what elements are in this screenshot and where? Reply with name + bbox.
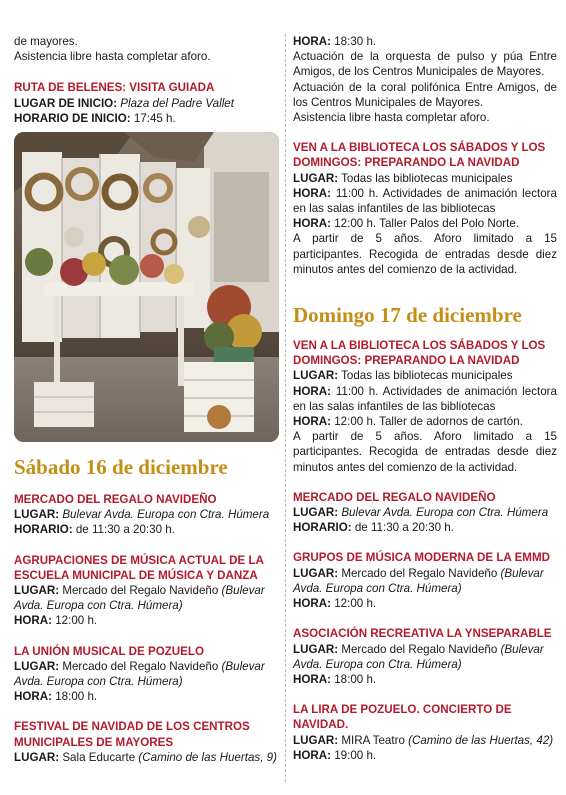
event-ruta-belenes [14, 80, 279, 126]
event-title: MERCADO DEL REGALO NAVIDEÑO [14, 493, 217, 507]
event-title: FESTIVAL DE NAVIDAD DE LOS CENTROS MUNICIPALES DE MAYORES [14, 720, 250, 749]
event-description: Actuación de la coral polifónica Entre Amigos, de los Centros Municipales de Mayores. [293, 80, 557, 109]
christmas-market-photo [14, 132, 279, 442]
event-line: LUGAR: Todas las bibliotecas municipales [293, 171, 513, 185]
event-ynseparable [293, 626, 557, 687]
event-grupos-musica [293, 550, 557, 611]
event-line: HORARIO: de 11:30 a 20:30 h. [14, 523, 175, 537]
event-title: ASOCIACIÓN RECREATIVA LA YNSEPARABLE [293, 627, 552, 641]
column-divider [285, 34, 286, 782]
event-line: LUGAR: Bulevar Avda. Europa con Ctra. Húmera [14, 508, 270, 522]
event-title: VEN A LA BIBLIOTECA LOS SÁBADOS Y LOS DOMINGOS: PREPARANDO LA NAVIDAD [293, 141, 546, 170]
event-line: LUGAR: Mercado del Regalo Navideño (Bulevar Avda. Europa con Ctra. Húmera) [14, 584, 265, 613]
event-title: VEN A LA BIBLIOTECA LOS SÁBADOS Y LOS DOMINGOS: PREPARANDO LA NAVIDAD [293, 339, 546, 368]
event-line: LUGAR DE INICIO: Plaza del Padre Vallet [14, 96, 234, 110]
event-title: LA LIRA DE POZUELO. CONCIERTO DE NAVIDAD. [293, 703, 512, 732]
event-line: HORA: 18:30 h. [293, 35, 377, 48]
event-line: LUGAR: Bulevar Avda. Europa con Ctra. Húmera [293, 506, 549, 520]
event-mercado [14, 492, 279, 538]
event-note: A partir de 5 años. Aforo limitado a 15 participantes. Recogida de entradas desde diez minutos antes del comienzo de la actividad. [293, 430, 557, 474]
event-line: HORA: 11:00 h. Actividades de animación lectora en las salas infantiles de las bibliotecas [293, 384, 557, 413]
event-line: LUGAR: Mercado del Regalo Navideño (Bulevar Avda. Europa con Ctra. Húmera) [293, 642, 544, 671]
intro-line: de mayores. [14, 35, 78, 48]
intro-line: Asistencia libre hasta completar aforo. [14, 50, 211, 64]
event-line: HORARIO DE INICIO: 17:45 h. [14, 111, 176, 125]
event-line: HORA: 19:00 h. [293, 748, 377, 762]
event-line: LUGAR: MIRA Teatro (Camino de las Huertas, 42) [293, 733, 554, 747]
left-column [14, 34, 279, 765]
event-line: HORA: 11:00 h. Actividades de animación lectora en las salas infantiles de las bibliotecas [293, 186, 557, 216]
event-line: HORA: 12:00 h. [14, 614, 98, 628]
event-line: HORA: 18:00 h. [293, 672, 377, 686]
event-line: LUGAR: Mercado del Regalo Navideño (Bulevar Avda. Europa con Ctra. Húmera) [293, 566, 544, 595]
day-heading-sunday: Domingo 17 de diciembre [293, 303, 522, 328]
event-biblioteca-domingo [293, 338, 557, 475]
event-festival-navidad [14, 719, 279, 765]
event-line: HORA: 18:00 h. [14, 690, 98, 704]
day-heading-saturday: Sábado 16 de diciembre [14, 455, 228, 480]
event-line: HORA: 12:00 h. Taller Palos del Polo Norte. [293, 217, 519, 231]
event-title: LA UNIÓN MUSICAL DE POZUELO [14, 644, 205, 658]
event-line: LUGAR: Todas las bibliotecas municipales [293, 369, 513, 383]
event-title: RUTA DE BELENES: VISITA GUIADA [14, 81, 215, 95]
event-mercado [293, 490, 557, 536]
event-line: HORA: 12:00 h. [293, 597, 377, 611]
event-agrupaciones [14, 553, 279, 629]
event-note: A partir de 5 años. Aforo limitado a 15 participantes. Recogida de entradas desde diez minutos antes del comienzo de la actividad. [293, 232, 557, 276]
event-line: HORA: 12:00 h. Taller de adornos de cartón. [293, 415, 523, 429]
event-title: GRUPOS DE MÚSICA MODERNA DE LA EMMD [293, 551, 550, 565]
event-description: Asistencia libre hasta completar aforo. [293, 111, 490, 125]
event-description: Actuación de la orquesta de pulso y púa Entre Amigos, de los Centros Municipales de Mayores. [293, 50, 557, 79]
event-line: HORARIO: de 11:30 a 20:30 h. [293, 521, 454, 535]
event-union-musical [14, 644, 279, 705]
event-lira-pozuelo [293, 702, 557, 763]
event-title: AGRUPACIONES DE MÚSICA ACTUAL DE LA ESCUELA MUNICIPAL DE MÚSICA Y DANZA [14, 553, 264, 582]
event-continuation [293, 34, 557, 125]
event-biblioteca-sabado [293, 140, 557, 277]
event-line: LUGAR: Mercado del Regalo Navideño (Bulevar Avda. Europa con Ctra. Húmera) [14, 659, 265, 689]
right-column [293, 34, 557, 763]
event-line: LUGAR: Sala Educarte (Camino de las Huertas, 9) [14, 750, 277, 764]
event-title: MERCADO DEL REGALO NAVIDEÑO [293, 490, 496, 504]
